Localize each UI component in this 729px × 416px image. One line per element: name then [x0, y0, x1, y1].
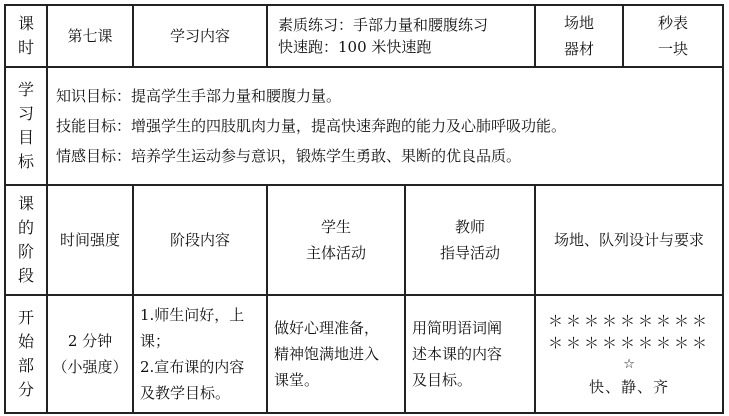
content-line: 素质练习：手部力量和腰腹练习 [278, 16, 489, 34]
header-line: 学生 [320, 218, 351, 236]
teacher-star-icon: ☆ [623, 357, 635, 372]
content-line: 2.宣布课的内容 [140, 358, 245, 376]
lesson-plan-table [4, 4, 724, 414]
side-char: 开 [17, 308, 34, 327]
side-char: 段 [17, 266, 34, 285]
stopwatch-line: 一块 [658, 40, 689, 58]
start-student-activity [267, 295, 405, 413]
affective-goal: 情感目标：培养学生运动参与意识，锻炼学生勇敢、果断的优良品质。 [56, 147, 522, 165]
side-char: 课 [17, 14, 34, 33]
content-label: 学习内容 [133, 5, 267, 67]
student-line: 精神饱满地进入 [274, 345, 380, 363]
venue-line: 场地 [564, 14, 595, 32]
teacher-line: 述本课的内容 [412, 345, 503, 363]
side-char: 习 [17, 104, 34, 123]
side-char: 标 [17, 152, 34, 171]
start-row [5, 295, 723, 413]
learning-goals [47, 67, 723, 185]
student-line: 课堂。 [274, 371, 320, 389]
start-content [133, 295, 267, 413]
formation-diagram [535, 295, 723, 413]
header-line: 主体活动 [305, 244, 366, 262]
stage-side-label [5, 185, 47, 295]
time-intensity-header: 时间强度 [47, 185, 133, 295]
teacher-line: 及目标。 [412, 371, 473, 389]
header-line: 指导活动 [440, 244, 501, 262]
header-side-label [5, 5, 47, 67]
side-char: 的 [17, 218, 34, 237]
side-char: 目 [17, 128, 34, 147]
side-char: 时 [17, 38, 34, 57]
side-char: 学 [17, 80, 34, 99]
content-line: 及教学目标。 [140, 384, 231, 402]
goals-side-label [5, 67, 47, 185]
student-formation-row: ＊＊＊＊＊＊＊＊＊ [548, 312, 711, 330]
header-line: 教师 [455, 218, 486, 236]
lesson-number: 第七课 [47, 5, 133, 67]
time-line: （小强度） [52, 358, 128, 376]
side-char: 分 [17, 380, 34, 399]
stopwatch [623, 5, 723, 67]
student-formation-row: ＊＊＊＊＊＊＊＊＊ [548, 334, 711, 352]
venue-formation-header: 场地、队列设计与要求 [535, 185, 723, 295]
formation-requirement: 快、静、齐 [589, 378, 670, 396]
student-activity-header [267, 185, 405, 295]
student-line: 做好心理准备， [274, 319, 380, 337]
goals-row [5, 67, 723, 185]
stopwatch-line: 秒表 [658, 14, 689, 32]
stage-header-row [5, 185, 723, 295]
lesson-content [267, 5, 535, 67]
venue-equipment [535, 5, 623, 67]
venue-line: 器材 [564, 40, 595, 58]
start-time-intensity [47, 295, 133, 413]
side-char: 始 [17, 332, 34, 351]
skill-goal: 技能目标：增强学生的四肢肌肉力量，提高快速奔跑的能力及心肺呼吸功能。 [56, 117, 567, 135]
side-char: 阶 [17, 242, 34, 261]
stage-content-header: 阶段内容 [133, 185, 267, 295]
teacher-guidance-header [405, 185, 535, 295]
content-line: 1.师生问好，上课； [140, 306, 245, 350]
start-teacher-guidance [405, 295, 535, 413]
teacher-line: 用简明语词阐 [412, 319, 503, 337]
header-row [5, 5, 723, 67]
start-side-label [5, 295, 47, 413]
content-line: 快速跑：100 米快速跑 [278, 38, 432, 56]
time-line: 2 分钟 [67, 332, 113, 350]
side-char: 课 [17, 194, 34, 213]
knowledge-goal: 知识目标：提高学生手部力量和腰腹力量。 [56, 87, 342, 105]
side-char: 部 [17, 356, 34, 375]
